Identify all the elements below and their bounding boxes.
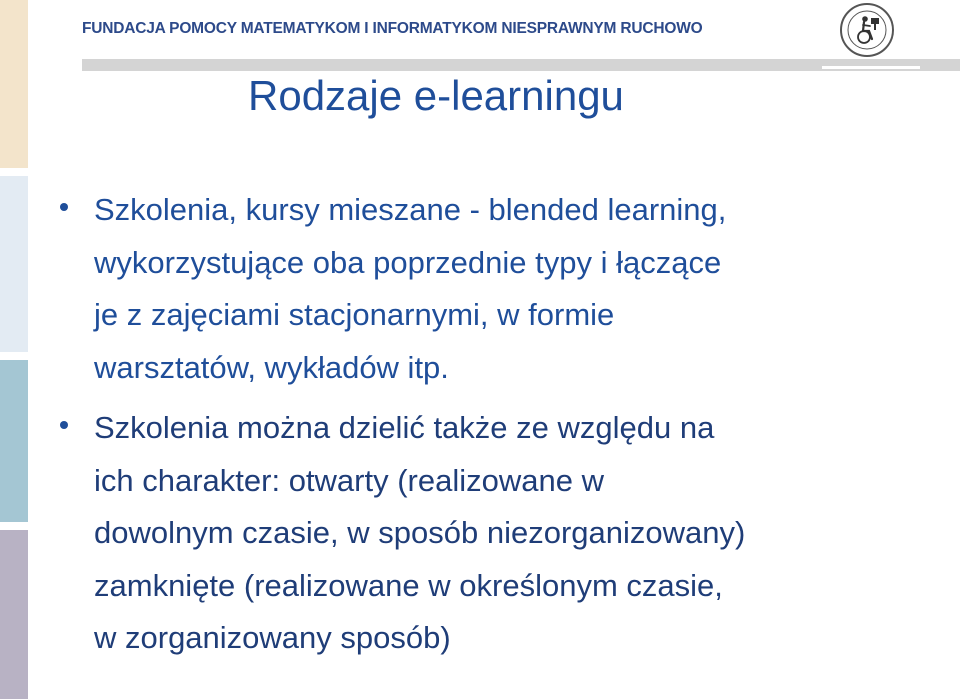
bullet-line: je z zajęciami stacjonarnymi, w formie	[94, 297, 615, 332]
bullet-text	[94, 402, 938, 665]
bullet-line: ich charakter: otwarty (realizowane w	[94, 462, 604, 498]
header-divider-accent	[822, 66, 920, 69]
organization-name: FUNDACJA POMOCY MATEMATYKOM I INFORMATYKOM NIESPRAWNYM RUCHOWO	[82, 20, 703, 37]
bullet-dot-icon	[60, 203, 68, 211]
bullet-dot-icon	[60, 421, 68, 429]
header-divider	[82, 59, 960, 71]
bullet-line: zamknięte (realizowane w określonym czasie,	[94, 567, 723, 603]
bullet-item	[58, 402, 938, 665]
side-bar-lavender	[0, 530, 28, 699]
bullet-line: Szkolenia, kursy mieszane - blended learning,	[94, 192, 727, 227]
bullet-line: warsztatów, wykładów itp.	[94, 349, 449, 385]
side-bar-teal	[0, 360, 28, 522]
bullet-list	[58, 184, 938, 673]
bullet-line: w zorganizowany sposób)	[94, 620, 451, 655]
bullet-line: dowolnym czasie, w sposób niezorganizowany)	[94, 515, 746, 550]
side-bar-light-blue	[0, 176, 28, 352]
side-bar-beige	[0, 0, 28, 168]
wheelchair-user-at-computer-icon	[838, 2, 896, 58]
slide-title: Rodzaje e-learningu	[248, 72, 624, 119]
bullet-line: wykorzystujące oba poprzednie typy i łączące	[94, 244, 722, 280]
bullet-item	[58, 184, 938, 394]
bullet-text	[94, 184, 938, 394]
bullet-line: Szkolenia można dzielić także ze względu na	[94, 410, 715, 445]
